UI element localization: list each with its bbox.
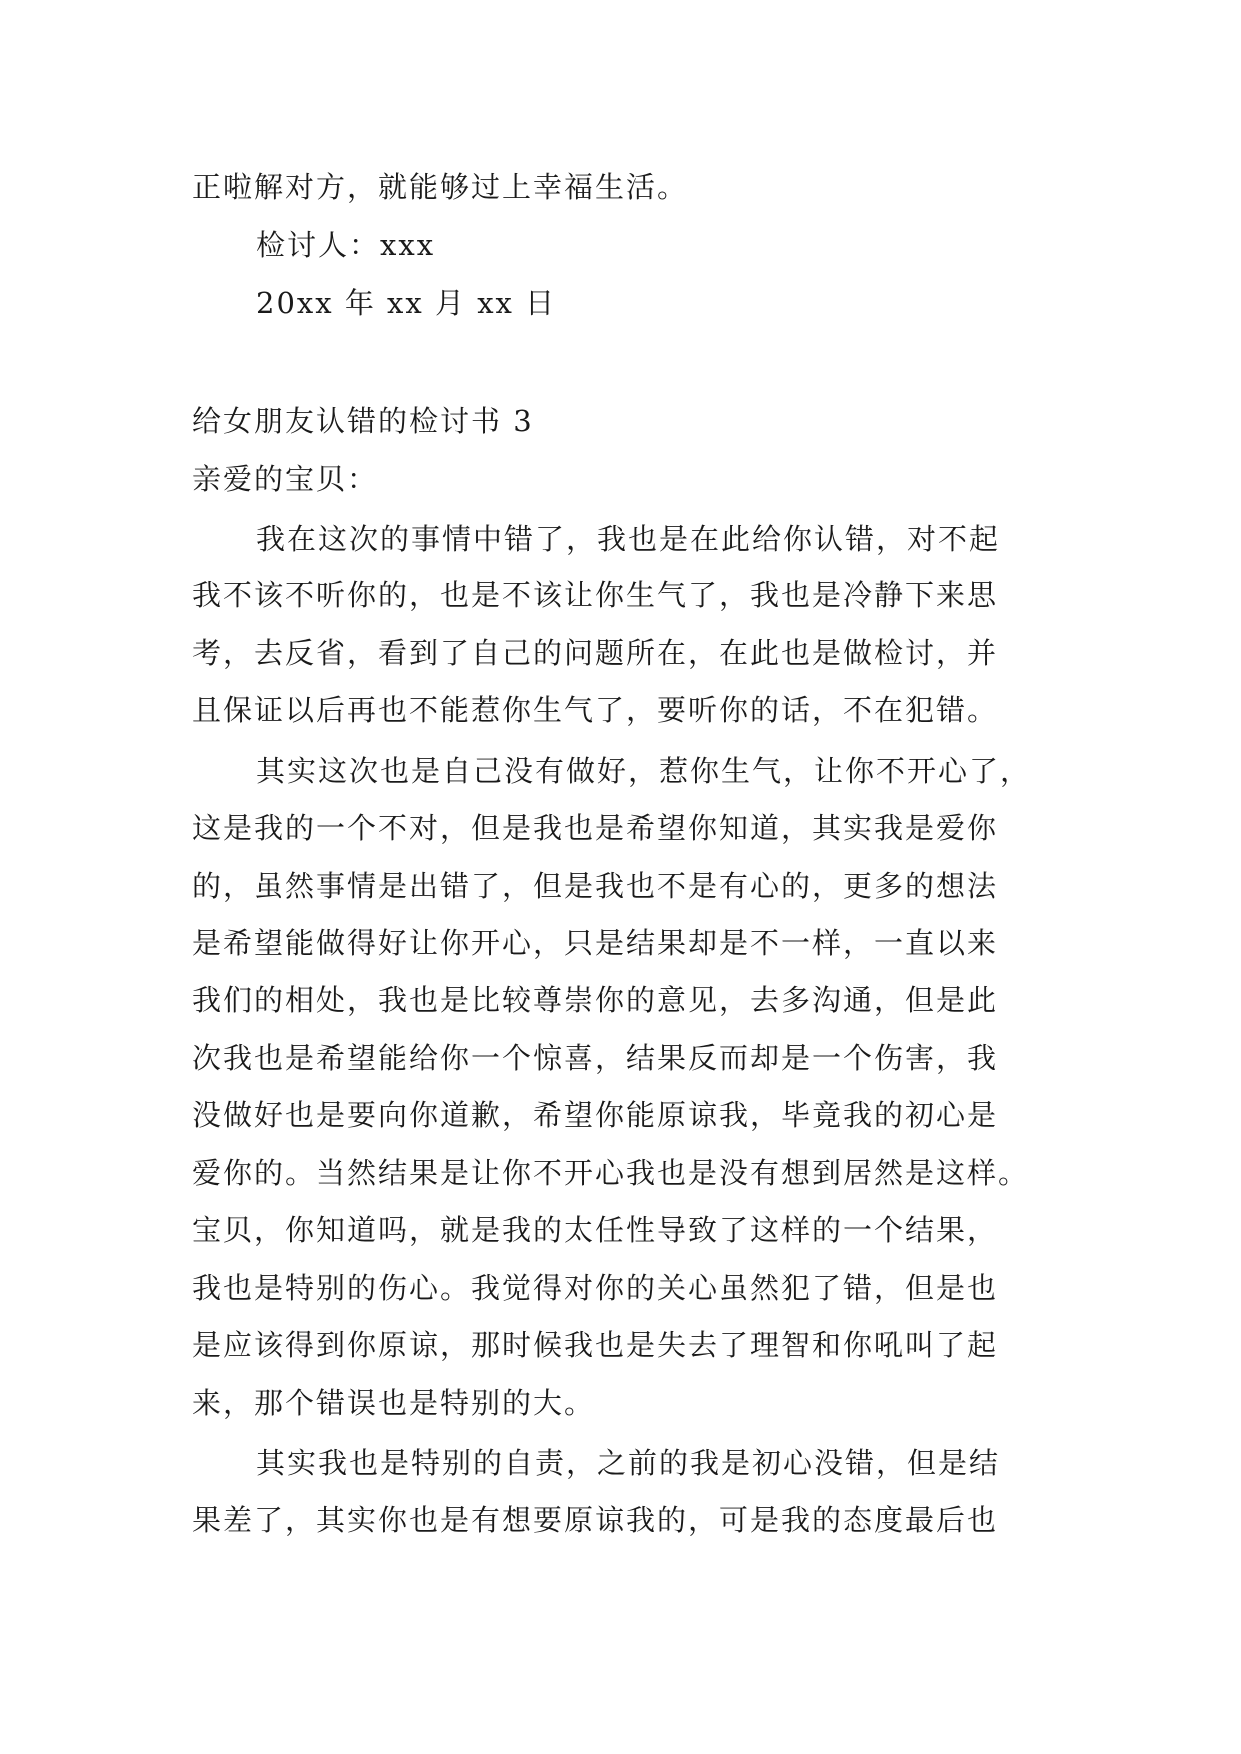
- body-line: 是应该得到你原谅，那时候我也是失去了理智和你吼叫了起: [192, 1328, 999, 1362]
- section-title: 给女朋友认错的检讨书 3: [192, 404, 534, 438]
- body-line: 次我也是希望能给你一个惊喜，结果反而却是一个伤害，我: [192, 1041, 999, 1075]
- salutation: 亲爱的宝贝：: [192, 462, 379, 496]
- body-line: 我在这次的事情中错了，我也是在此给你认错，对不起: [256, 522, 1001, 556]
- body-line: 没做好也是要向你道歉，希望你能原谅我，毕竟我的初心是: [192, 1098, 999, 1132]
- body-line: 这是我的一个不对，但是我也是希望你知道，其实我是爱你: [192, 811, 999, 845]
- body-line: 考，去反省，看到了自己的问题所在，在此也是做检讨，并: [192, 636, 999, 670]
- body-line: 其实这次也是自己没有做好，惹你生气，让你不开心了，: [256, 754, 1032, 788]
- body-line: 果差了，其实你也是有想要原谅我的，可是我的态度最后也: [192, 1503, 999, 1537]
- body-line: 我们的相处，我也是比较尊崇你的意见，去多沟通，但是此: [192, 983, 999, 1017]
- body-line: 其实我也是特别的自责，之前的我是初心没错，但是结: [256, 1446, 1001, 1480]
- body-line: 爱你的。当然结果是让你不开心我也是没有想到居然是这样。: [192, 1156, 1030, 1190]
- body-line: 宝贝，你知道吗，就是我的太任性导致了这样的一个结果，: [192, 1213, 999, 1247]
- body-line: 我不该不听你的，也是不该让你生气了，我也是冷静下来思: [192, 578, 999, 612]
- body-line: 且保证以后再也不能惹你生气了，要听你的话，不在犯错。: [192, 693, 999, 727]
- body-line: 来，那个错误也是特别的大。: [192, 1386, 596, 1420]
- body-line: 的，虽然事情是出错了，但是我也不是有心的，更多的想法: [192, 869, 999, 903]
- body-line: 是希望能做得好让你开心，只是结果却是不一样，一直以来: [192, 926, 999, 960]
- body-line: 我也是特别的伤心。我觉得对你的关心虽然犯了错，但是也: [192, 1271, 999, 1305]
- date-line: 20xx 年 xx 月 xx 日: [256, 286, 557, 320]
- signer-line: 检讨人：xxx: [256, 228, 436, 262]
- closing-line-end: 正啦解对方，就能够过上幸福生活。: [192, 170, 689, 204]
